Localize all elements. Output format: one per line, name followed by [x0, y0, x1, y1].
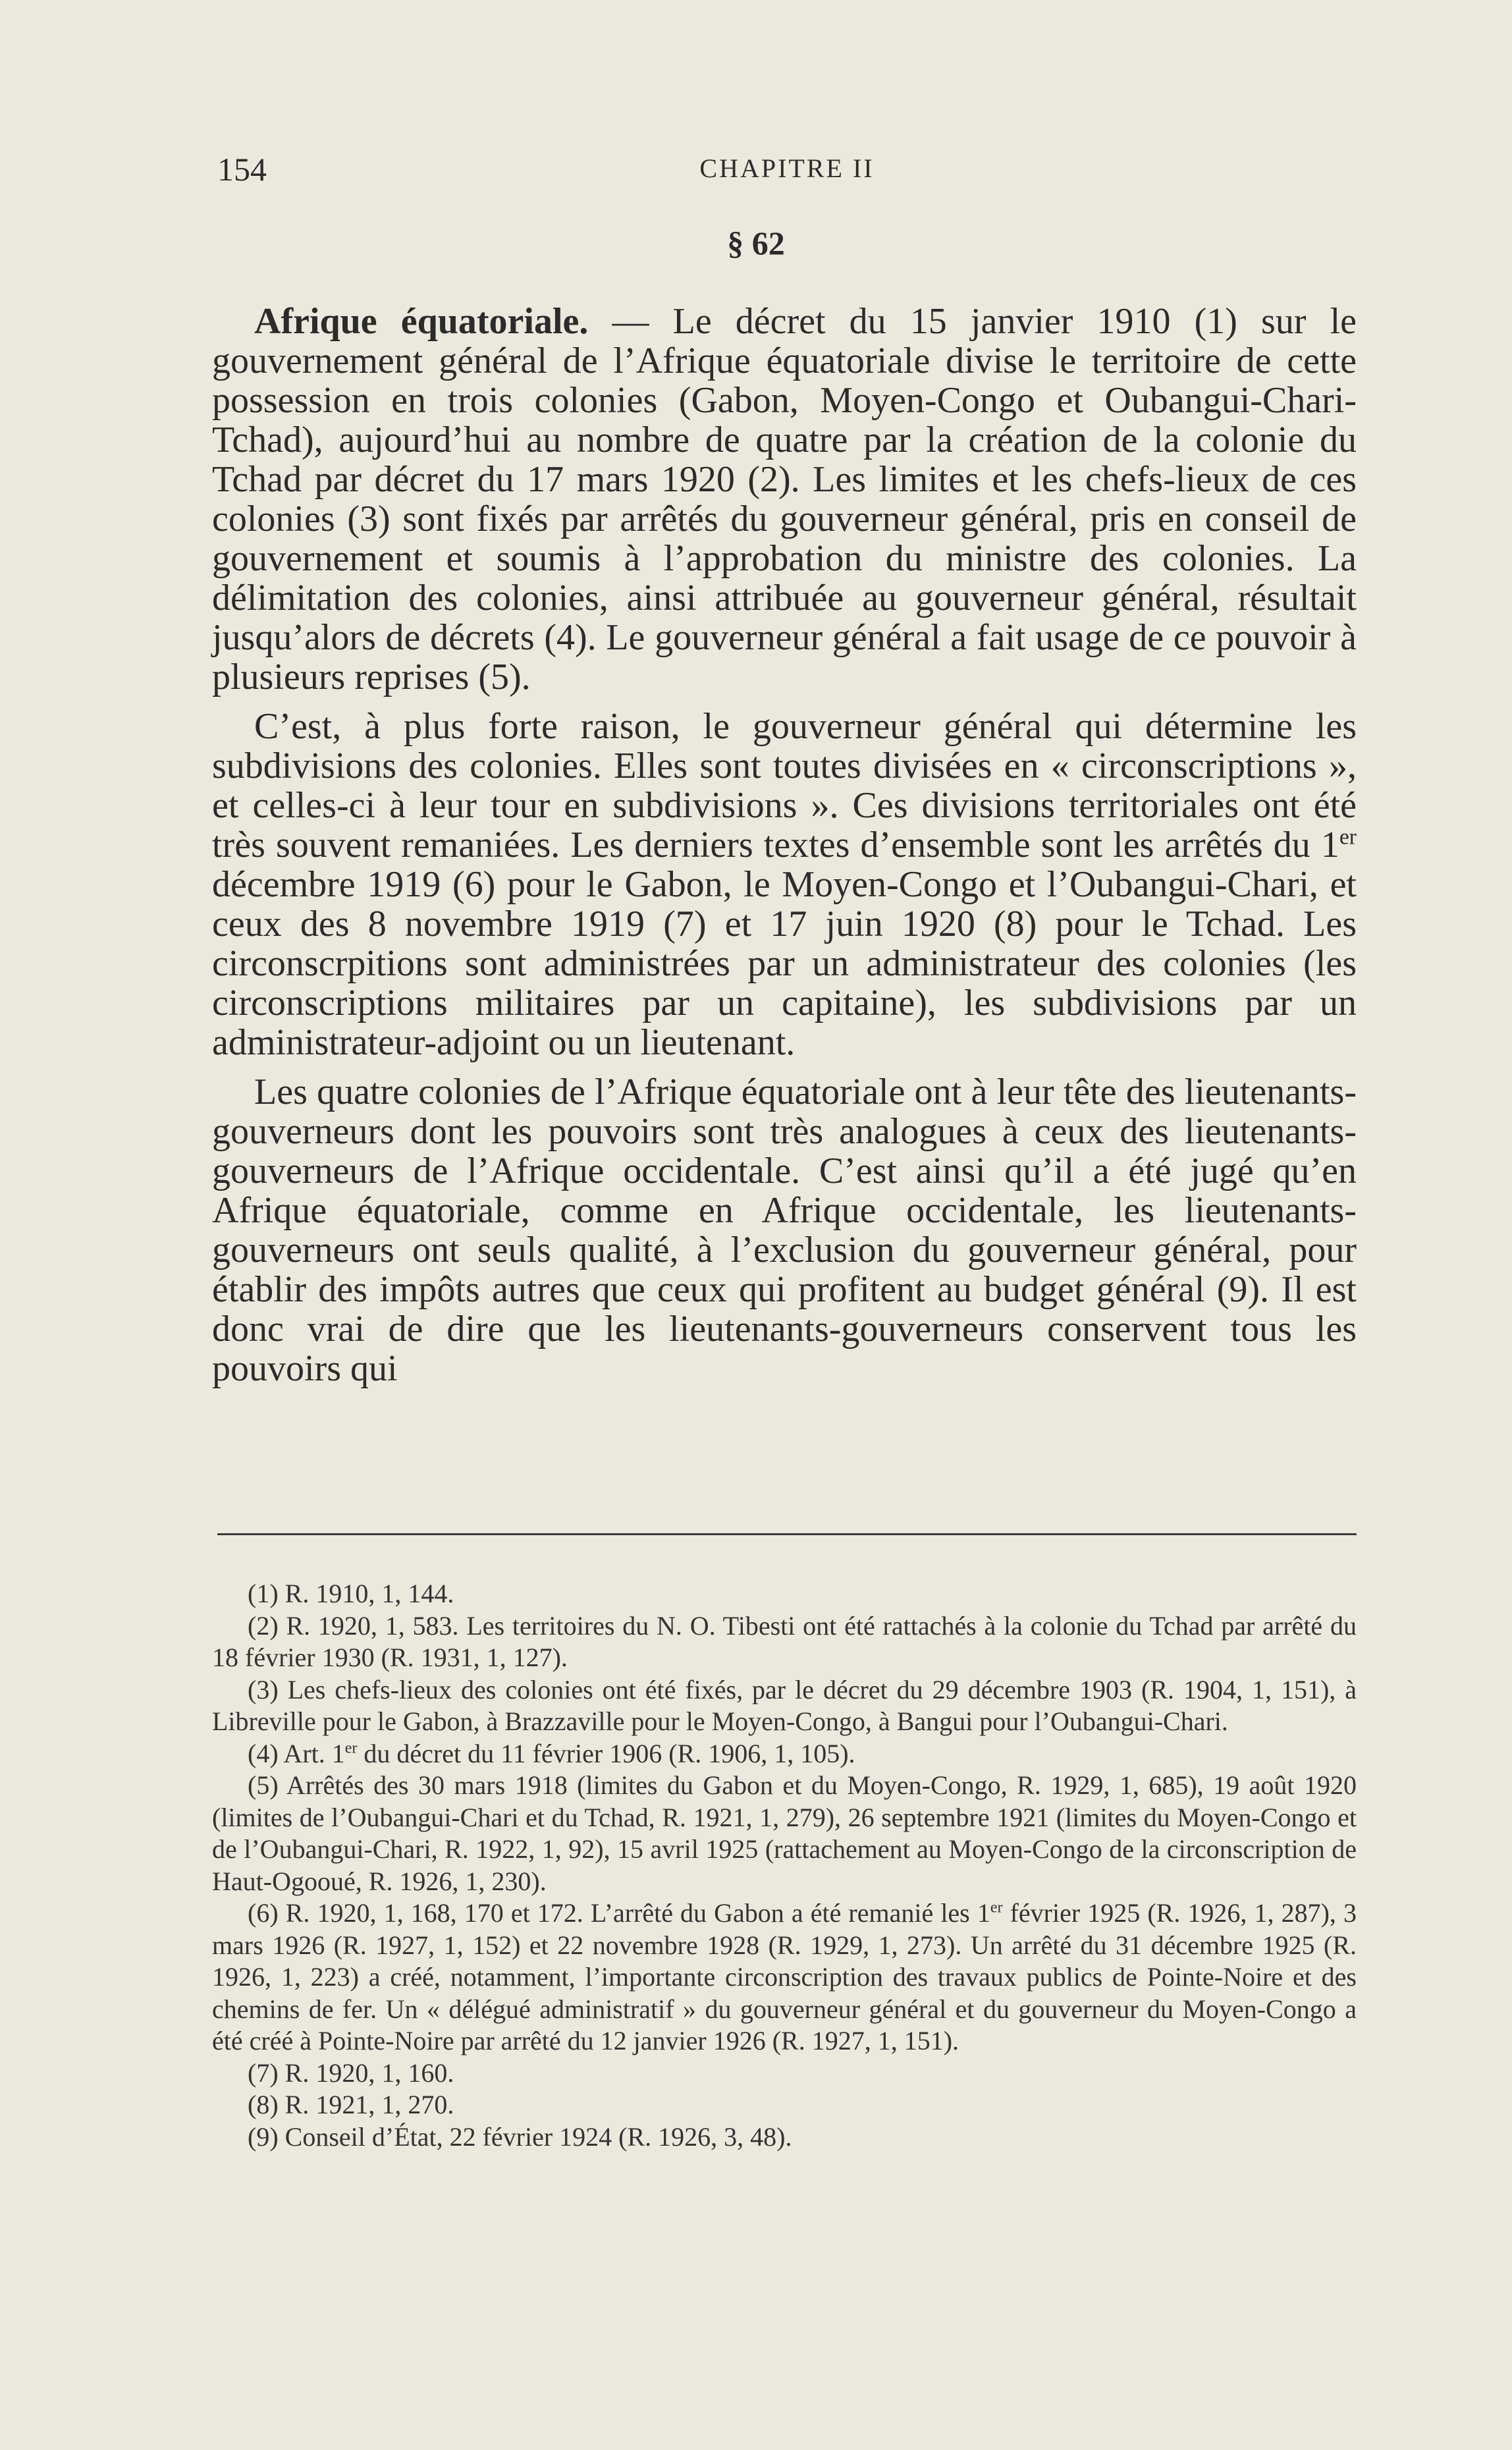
footnote-divider [217, 1533, 1357, 1535]
footnote-5: (5) Arrêtés des 30 mars 1918 (limites du Gabon et du Moyen-Congo, R. 1929, 1, 685), 19 août 1920 (limites de l’Oubangui-Chari et du Tchad, R. 1921, 1, 279), 26 septembre 1921 (limites du Moyen-Congo et de l’Oubangui-Chari, R. 1922, 1, 92), 15 avril 1925 (rattachement au Moyen-Congo de la circonscription de Haut-Ogooué, R. 1926, 1, 230). [212, 1770, 1357, 1896]
paragraph-2-text-b: décembre 1919 (6) pour le Gabon, le Moyen-Congo et l’Oubangui-Chari, et ceux des 8 novembre 1919 (7) et 17 juin 1920 (8) pour le Tchad. Les circonscrpitions sont administrées par un administrateur des colonies (les circonscriptions militaires par un capitaine), les subdivisions par un administrateur-adjoint ou un lieutenant. [212, 864, 1357, 1063]
footnote-1: (1) R. 1910, 1, 144. [248, 1579, 454, 1608]
page-header [217, 150, 1357, 190]
footnote-3: (3) Les chefs-lieux des colonies ont été fixés, par le décret du 29 décembre 1903 (R. 1904, 1, 151), à Libreville pour le Gabon, à Brazzaville pour le Moyen-Congo, à Bangui pour l’Oubangui-Chari. [212, 1674, 1357, 1736]
footnote-4: (4) Art. 1er du décret du 11 février 1906 (R. 1906, 1, 105). [248, 1738, 855, 1768]
section-lead-title: Afrique équatoriale. [254, 301, 589, 342]
chapter-title: CHAPITRE II [699, 153, 875, 183]
paragraph-1-text: — Le décret du 15 janvier 1910 (1) sur le gouvernement général de l’Afrique équatoriale divise le territoire de cette possession en trois colonies (Gabon, Moyen-Congo et Oubangui-Chari-Tchad), aujourd’hui au nombre de quatre par la création de la colonie du Tchad par décret du 17 mars 1920 (2). Les limites et les chefs-lieux de ces colonies (3) sont fixés par arrêtés du gouverneur général, pris en conseil de gouvernement et soumis à l’approbation du ministre des colonies. La délimitation des colonies, ainsi attribuée au gouverneur général, résultait jusqu’alors de décrets (4). Le gouverneur général a fait usage de ce pouvoir à plusieurs reprises (5). [212, 301, 1357, 697]
footnote-2: (2) R. 1920, 1, 583. Les territoires du N. O. Tibesti ont été rattachés à la colonie du Tchad par arrêté du 18 février 1930 (R. 1931, 1, 127). [212, 1610, 1357, 1672]
footnote-8: (8) R. 1921, 1, 270. [248, 2090, 454, 2119]
paragraph-2 [212, 707, 1357, 1062]
footnotes [212, 1578, 1357, 2153]
main-text [212, 302, 1357, 1398]
superscript-er: er [1339, 825, 1357, 850]
footnote-6: (6) R. 1920, 1, 168, 170 et 172. L’arrêté du Gabon a été remanié les 1er février 1925 (R. 1926, 1, 287), 3 mars 1926 (R. 1927, 1, 152) et 22 novembre 1928 (R. 1929, 1, 273). Un arrêté du 31 décembre 1925 (R. 1926, 1, 223) a créé, notamment, l’importante circonscription des travaux publics de Pointe-Noire et des chemins de fer. Un « délégué administratif » du gouverneur général et du gouverneur du Moyen-Congo a été créé à Pointe-Noire par arrêté du 12 janvier 1926 (R. 1927, 1, 151). [212, 1898, 1357, 2055]
footnote-7: (7) R. 1920, 1, 160. [248, 2057, 454, 2088]
paragraph-2-text-a: C’est, à plus forte raison, le gouverneur général qui détermine les subdivisions des colonies. Elles sont toutes divisées en « circonscriptions », et celles-ci à leur tour en subdivisions ». Ces divisions territoriales ont été très souvent remaniées. Les derniers textes d’ensemble sont les arrêtés du 1 [212, 706, 1357, 865]
footnote-9: (9) Conseil d’État, 22 février 1924 (R. 1926, 3, 48). [248, 2121, 792, 2152]
paragraph-1 [212, 302, 1357, 697]
paragraph-3: Les quatre colonies de l’Afrique équatoriale ont à leur tête des lieutenants-gouverneurs dont les pouvoirs sont très analogues à ceux des lieutenants-gouverneurs de l’Afrique occidentale. C’est ainsi qu’il a été jugé qu’en Afrique équatoriale, comme en Afrique occidentale, les lieutenants-gouverneurs ont seuls qualité, à l’exclusion du gouverneur général, pour établir des impôts autres que ceux qui profitent au budget général (9). Il est donc vrai de dire que les lieutenants-gouverneurs conservent tous les pouvoirs qui [212, 1072, 1357, 1389]
page-number: 154 [217, 151, 267, 188]
section-number: § 62 [727, 225, 785, 261]
